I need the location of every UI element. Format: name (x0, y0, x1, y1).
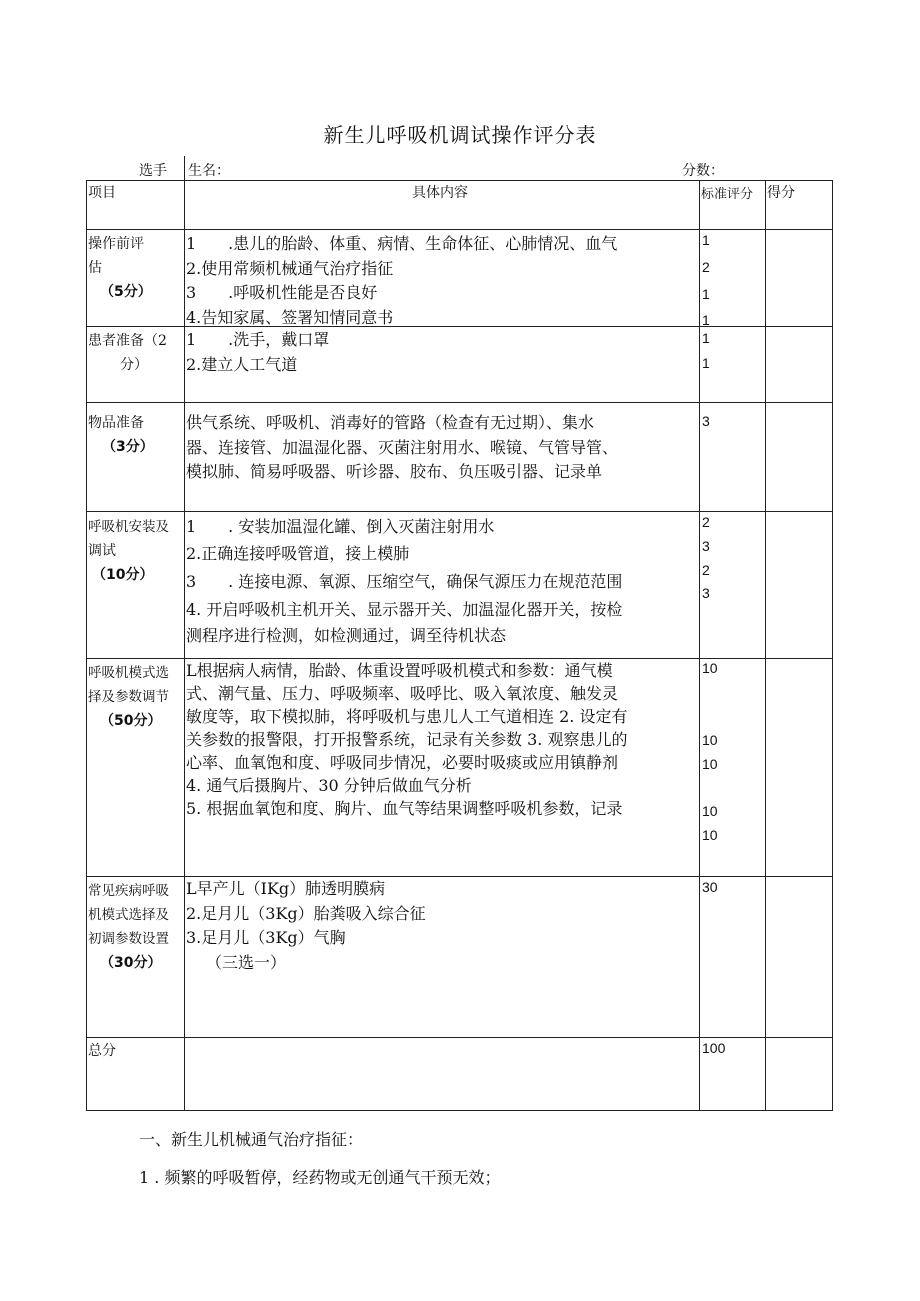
row-item (88, 411, 183, 459)
standard-score: 3 (702, 538, 710, 554)
table-col-divider (765, 180, 766, 1111)
row-content (186, 877, 426, 975)
standard-score: 10 (702, 756, 718, 772)
item-score: （10分） (92, 567, 154, 583)
page-title: 新生儿呼吸机调试操作评分表 (323, 123, 597, 147)
col-header-item: 项目 (88, 185, 116, 201)
table-row-divider (86, 1037, 833, 1038)
content-line: 2.使用常频机械通气治疗指征 (186, 258, 394, 278)
table-row-divider (86, 402, 833, 403)
row-content (186, 232, 617, 330)
item-line: 呼吸机模式选 (88, 665, 169, 681)
content-line: 4.告知家属、签署知情同意书 (186, 307, 394, 327)
item-line: 调试 (88, 543, 116, 559)
table-border-left (86, 180, 87, 1111)
content-line: 4. 通气后摄胸片、30 分钟后做血气分析 (186, 776, 472, 795)
standard-score: 1 (702, 286, 710, 302)
header-divider (184, 156, 185, 180)
content-line: 3 . 连接电源、氧源、压缩空气，确保气源压力在规范范围 (186, 572, 623, 591)
item-line: 估 (88, 260, 102, 276)
row-content (186, 659, 627, 820)
row-item (88, 329, 183, 377)
content-line: 模拟肺、简易呼吸器、听诊器、胶布、负压吸引器、记录单 (186, 462, 603, 481)
footer-item: 1 . 频繁的呼吸暂停，经药物或无创通气干预无效； (139, 1168, 501, 1187)
content-line: 3.足月儿（3Kg）气胸 (186, 928, 346, 947)
content-line: 1 . 安装加温湿化罐、倒入灭菌注射用水 (186, 517, 495, 536)
content-line: 3 .呼吸机性能是否良好 (186, 283, 378, 302)
total-score: 100 (702, 1040, 726, 1056)
standard-score: 2 (702, 562, 710, 578)
table-col-divider (699, 180, 700, 1111)
col-header-content: 具体内容 (412, 185, 468, 201)
item-score: （5分） (100, 284, 152, 300)
content-line: 1 .洗手，戴口罩 (186, 330, 330, 349)
item-line: 分） (120, 357, 148, 373)
standard-score: 2 (702, 514, 710, 530)
contestant-label: 选手 (139, 163, 167, 179)
content-line: 2.足月儿（3Kg）胎粪吸入综合征 (186, 903, 426, 923)
row-item (88, 232, 183, 304)
row-item (88, 515, 184, 587)
item-line: 物品准备 (88, 415, 144, 431)
content-line: 5. 根据血氧饱和度、胸片、血气等结果调整呼吸机参数，记录 (186, 799, 623, 818)
col-header-obtained: 得分 (767, 185, 795, 201)
standard-score: 10 (702, 732, 718, 748)
item-line: 总分 (88, 1043, 116, 1059)
content-line: 2.正确连接呼吸管道，接上模肺 (186, 544, 410, 563)
row-item (88, 879, 184, 975)
content-line: 敏度等，取下模拟肺，将呼吸机与患儿人工气道相连 2. 设定有 (186, 707, 628, 726)
standard-score: 10 (702, 827, 718, 843)
content-line: 器、连接管、加温湿化器、灭菌注射用水、喉镜、气管导管、 (186, 437, 619, 457)
content-line: 关参数的报警限，打开报警系统，记录有关参数 3. 观察患儿的 (186, 730, 628, 749)
standard-score: 1 (702, 355, 710, 371)
row-content (186, 411, 618, 485)
row-item (88, 661, 184, 733)
content-line: L早产儿（IKg）肺透明膜病 (186, 879, 386, 898)
content-line: 测程序进行检测，如检测通过，调至待机状态 (186, 626, 507, 645)
col-header-standard: 标准评分 (701, 187, 754, 202)
item-line: 机模式选择及 (88, 907, 169, 923)
standard-score: 1 (702, 232, 710, 248)
content-line: 心率、血氧饱和度、呼吸同步情况，必要时吸痰或应用镇静剂 (186, 753, 619, 772)
table-border-right (832, 180, 833, 1111)
standard-score: 3 (702, 413, 710, 429)
row-content (186, 328, 329, 377)
content-line: 2.建立人工气道 (186, 354, 298, 374)
name-label: 生名： (188, 163, 230, 179)
item-line: 呼吸机安装及 (88, 519, 169, 535)
row-content (186, 513, 622, 649)
standard-score: 10 (702, 803, 718, 819)
table-row-divider (86, 229, 833, 230)
standard-score: 2 (702, 259, 710, 275)
item-line: 初调参数设置 (88, 931, 169, 947)
content-line: （三选一） (206, 952, 287, 972)
standard-score: 1 (702, 312, 710, 328)
standard-score: 3 (702, 585, 710, 601)
standard-score: 1 (702, 330, 710, 346)
item-score: （30分） (100, 955, 162, 971)
footer-heading: 一、新生儿机械通气治疗指征： (139, 1130, 364, 1149)
item-score: （50分） (100, 713, 162, 729)
item-score: （3分） (102, 439, 154, 455)
content-line: L根据病人病情，胎龄、体重设置呼吸机模式和参数：通气模 (186, 661, 613, 680)
standard-score: 30 (702, 879, 718, 895)
content-line: 供气系统、呼吸机、消毒好的管路（检查有无过期）、集水 (186, 413, 595, 432)
score-label: 分数： (682, 163, 724, 179)
content-line: 1 .患儿的胎龄、体重、病情、生命体征、心肺情况、血气 (186, 234, 618, 253)
item-line: 患者准备（2 (88, 333, 167, 349)
row-item (88, 1039, 116, 1063)
item-line: 择及参数调节 (88, 689, 169, 705)
content-line: 4. 开启呼吸机主机开关、显示器开关、加温湿化器开关，按检 (186, 600, 623, 619)
standard-score: 10 (702, 660, 718, 676)
item-line: 操作前评 (88, 236, 144, 252)
table-row-divider (86, 511, 833, 512)
content-line: 式、潮气量、压力、呼吸频率、吸呼比、吸入氧浓度、触发灵 (186, 684, 619, 703)
table-border-bottom (86, 1110, 833, 1111)
item-line: 常见疾病呼吸 (88, 883, 169, 899)
table-col-divider (184, 180, 185, 1111)
